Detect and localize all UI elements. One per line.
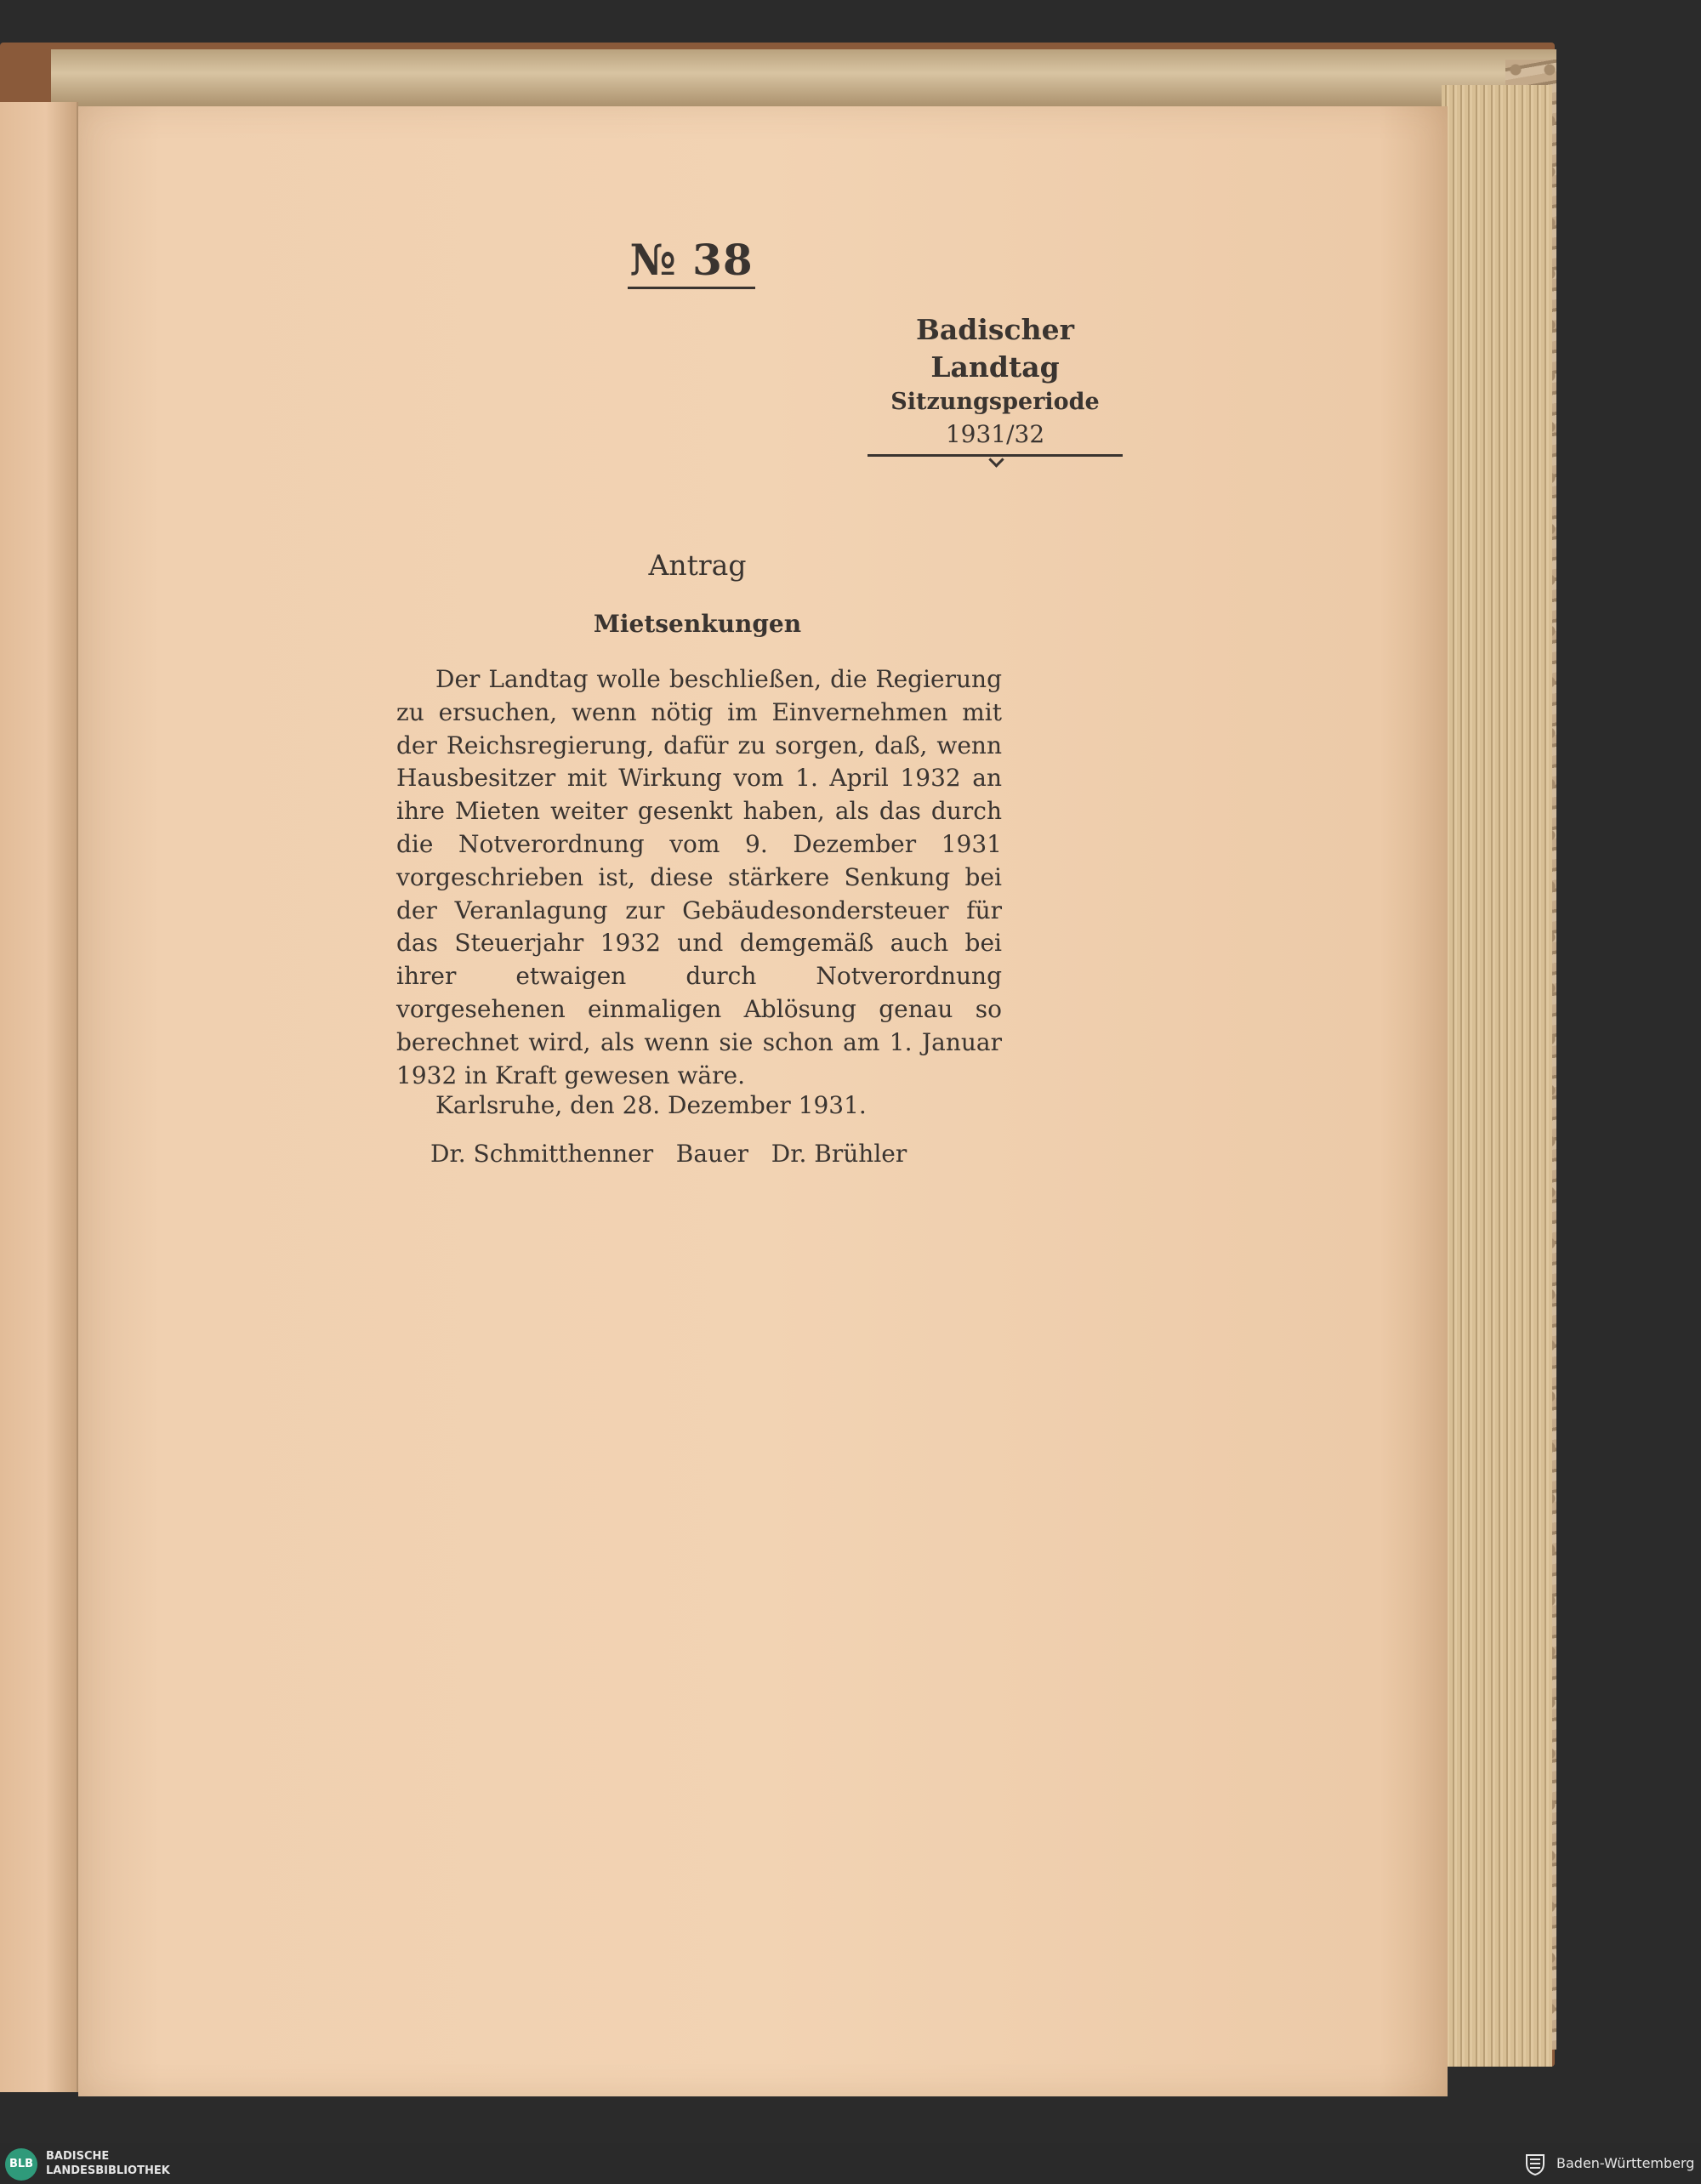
- signatures: Dr. Schmitthenner Bauer Dr. Brühler: [430, 1140, 907, 1168]
- document-subject: Mietsenkungen: [593, 610, 802, 638]
- page-top-edge: [51, 49, 1556, 109]
- footer-bar: [0, 2143, 1701, 2184]
- place-date: Karlsruhe, den 28. Dezember 1931.: [435, 1091, 867, 1119]
- left-page-edge: [0, 102, 78, 2092]
- library-name-line2: LANDESBIBLIOTHEK: [46, 2164, 170, 2177]
- session-label: Sitzungsperiode: [890, 389, 1100, 415]
- session-years: 1931/32: [945, 420, 1045, 448]
- library-name[interactable]: [46, 2149, 170, 2178]
- parliament-header: [850, 311, 1140, 457]
- motion-body: Der Landtag wolle beschließen, die Regierung zu ersuchen, wenn nötig im Einvernehmen mit der Reichsregierung, dafür zu sorgen, daß, wenn Hausbesitzer mit Wirkung vom 1. April 1932 an ihre Mieten weiter gesenkt haben, als das durch die Notverordnung vom 9. Dezember 1931 vorgeschrieben ist, diese stärkere Senkung bei der Veranlagung zur Gebäudesondersteuer für das Steuerjahr 1932 und demgemäß auch bei ihrer etwaigen durch Notverordnung vorgesehenen einmaligen Ablösung genau so berechnet wird, als wenn sie schon am 1. Januar 1932 in Kraft gewesen wäre.: [396, 665, 1002, 1089]
- blb-logo-icon[interactable]: BLB: [5, 2148, 37, 2181]
- parliament-name: Badischer Landtag: [916, 313, 1074, 384]
- document-number: № 38: [629, 235, 754, 285]
- document-heading: Antrag: [648, 549, 747, 582]
- header-rule: [868, 454, 1123, 457]
- state-name[interactable]: Baden-Württemberg: [1556, 2155, 1695, 2171]
- baden-wuerttemberg-crest-icon: [1524, 2152, 1546, 2175]
- library-name-line1: BADISCHE: [46, 2150, 110, 2163]
- document-number-block: [628, 235, 755, 289]
- page-stack-edge: [1442, 85, 1552, 2067]
